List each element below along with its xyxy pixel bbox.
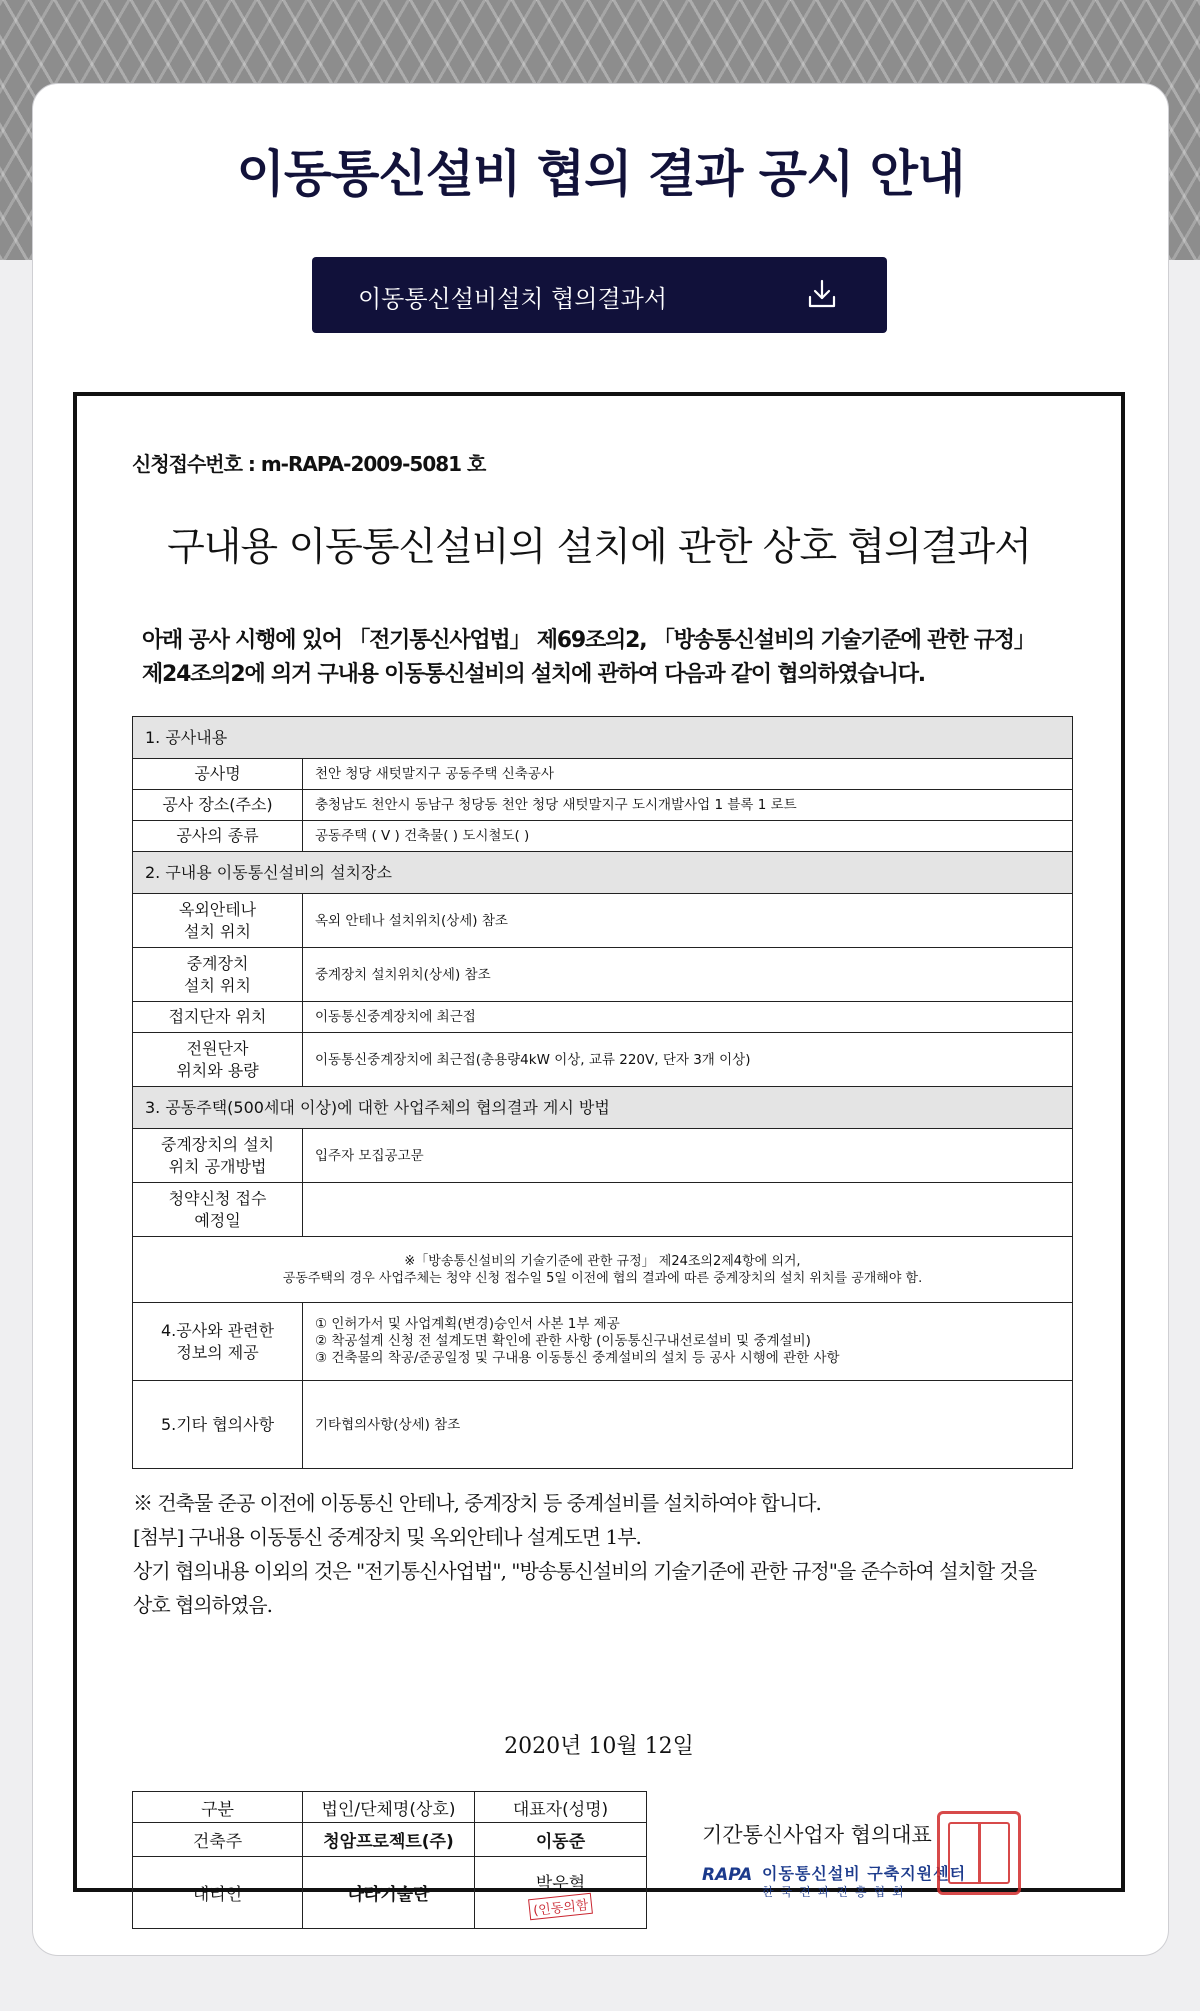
info-label-line-2: 정보의 제공 [176, 1342, 259, 1362]
sign-row-2-rep-cell [475, 1857, 647, 1929]
subscription-label-line-1: 청약신청 접수 [168, 1188, 267, 1208]
document-intro [142, 624, 1062, 692]
power-label-line-2: 위치와 용량 [176, 1060, 259, 1080]
agreement-document [73, 392, 1125, 1919]
content-card [32, 83, 1169, 1956]
terminal-value: 이동통신중계장치에 최근접 [303, 1002, 1073, 1033]
intro-line-1: 아래 공사 시행에 있어 「전기통신사업법」 제69조의2, 「방송통신설비의 기술기준에 관한 규정」 [142, 628, 1035, 653]
signature-table [132, 1791, 647, 1929]
antenna-label-line-2: 설치 위치 [184, 921, 251, 941]
sign-header-role: 구분 [133, 1792, 303, 1823]
rapa-logo: RAPA [702, 1865, 753, 1885]
sign-header-rep: 대표자(성명) [475, 1792, 647, 1823]
power-label-line-1: 전원단자 [186, 1038, 249, 1058]
footer-line-1: ※ 건축물 준공 이전에 이동통신 안테나, 중계장치 등 중계설비를 설치하여야 합니다. [133, 1491, 821, 1515]
download-icon [805, 277, 839, 311]
sign-header-company: 법인/단체명(상호) [303, 1792, 475, 1823]
agreement-table [132, 716, 1073, 1469]
info-label-line-1: 4.공사와 관련한 [160, 1320, 275, 1340]
section-2-header: 2. 구내용 이동통신설비의 설치장소 [133, 852, 1073, 894]
info-item-1: ① 인허가서 및 사업계획(변경)승인서 사본 1부 제공 [315, 1316, 620, 1332]
disclosure-note [133, 1237, 1073, 1303]
document-footer-text [133, 1486, 1093, 1622]
location-label: 공사 장소(주소) [133, 790, 303, 821]
sign-row-1-company: 청암프로젝트(주) [303, 1823, 475, 1857]
rapa-association-name: 한국전파진흥협회 [762, 1885, 911, 1899]
footer-line-2: [첨부] 구내용 이동통신 중계장치 및 옥외안테나 설계도면 1부. [133, 1525, 641, 1549]
location-value: 충청남도 천안시 동남구 청당동 천안 청당 새텃말지구 도시개발사업 1 블록 1 로트 [303, 790, 1073, 821]
subscription-value [303, 1183, 1073, 1237]
type-label: 공사의 종류 [133, 821, 303, 852]
disclosure-value: 입주자 모집공고문 [303, 1129, 1073, 1183]
intro-line-2: 제24조의2에 의거 구내용 이동통신설비의 설치에 관하여 다음과 같이 협의하였습니다. [142, 662, 925, 687]
sign-row-2-company: 나라기술단 [303, 1857, 475, 1929]
terminal-label: 접지단자 위치 [133, 1002, 303, 1033]
other-label: 5.기타 협의사항 [133, 1381, 303, 1469]
document-title: 구내용 이동통신설비의 설치에 관한 상호 협의결과서 [167, 525, 1031, 570]
type-value: 공동주택 ( V ) 건축물( ) 도시철도( ) [303, 821, 1073, 852]
official-seal-icon [937, 1811, 1021, 1895]
info-item-2: ② 착공설계 신청 전 설계도면 확인에 관한 사항 (이동통신구내선로설비 및 중계설비) [315, 1333, 811, 1349]
info-value [303, 1303, 1073, 1381]
project-name-value: 천안 청당 새텃말지구 공동주택 신축공사 [303, 759, 1073, 790]
footer-line-3: 상기 협의내용 이외의 것은 "전기통신사업법", "방송통신설비의 기술기준에 관한 규정"을 준수하여 설치할 것을 [133, 1559, 1037, 1583]
repeater-label-line-2: 설치 위치 [184, 975, 251, 995]
download-result-button[interactable] [312, 257, 887, 333]
document-date: 2020년 10월 12일 [504, 1734, 694, 1759]
repeater-value: 중계장치 설치위치(상세) 참조 [303, 948, 1073, 1002]
section-3-header: 3. 공동주택(500세대 이상)에 대한 사업주체의 협의결과 게시 방법 [133, 1087, 1073, 1129]
receipt-number: 신청접수번호 : m-RAPA-2009-5081 호 [132, 452, 486, 476]
disclosure-label-line-2: 위치 공개방법 [168, 1156, 267, 1176]
download-button-label: 이동통신설비설치 협의결과서 [358, 285, 668, 313]
section-1-header: 1. 공사내용 [133, 717, 1073, 759]
info-label [133, 1303, 303, 1381]
note-line-2: 공동주택의 경우 사업주체는 청약 신청 접수일 5일 이전에 협의 결과에 따른 중계장치의 설치 위치를 공개해야 함. [282, 1270, 923, 1286]
power-label [133, 1033, 303, 1087]
project-name-label: 공사명 [133, 759, 303, 790]
disclosure-label-line-1: 중계장치의 설치 [160, 1134, 275, 1154]
subscription-label [133, 1183, 303, 1237]
antenna-label [133, 894, 303, 948]
other-value: 기타협의사항(상세) 참조 [303, 1381, 1073, 1469]
operator-label: 기간통신사업자 협의대표 [702, 1823, 932, 1847]
page-title: 이동통신설비 협의 결과 공시 안내 [236, 145, 965, 203]
subscription-label-line-2: 예정일 [194, 1210, 241, 1230]
repeater-label-line-1: 중계장치 [186, 953, 249, 973]
sign-row-2-rep: 박우혁 [535, 1873, 586, 1894]
sign-row-2-role: 대리인 [133, 1857, 303, 1929]
footer-line-4: 상호 협의하였음. [133, 1593, 272, 1617]
sign-row-1-role: 건축주 [133, 1823, 303, 1857]
antenna-label-line-1: 옥외안테나 [178, 899, 257, 919]
power-value: 이동통신중계장치에 최근접(총용량4kW 이상, 교류 220V, 단자 3개 이상) [303, 1033, 1073, 1087]
note-line-1: ※「방송통신설비의 기술기준에 관한 규정」 제24조의2제4항에 의거, [404, 1253, 801, 1269]
info-item-3: ③ 건축물의 착공/준공일정 및 구내용 이동통신 중계설비의 설치 등 공사 시행에 관한 사항 [315, 1350, 840, 1366]
rapa-center-name: 이동통신설비 구축지원센터 [762, 1864, 967, 1883]
antenna-value: 옥외 안테나 설치위치(상세) 참조 [303, 894, 1073, 948]
disclosure-label [133, 1129, 303, 1183]
sign-row-1-rep: 이동준 [475, 1823, 647, 1857]
repeater-label [133, 948, 303, 1002]
agreement-stamp: (인동의함 [528, 1892, 593, 1920]
